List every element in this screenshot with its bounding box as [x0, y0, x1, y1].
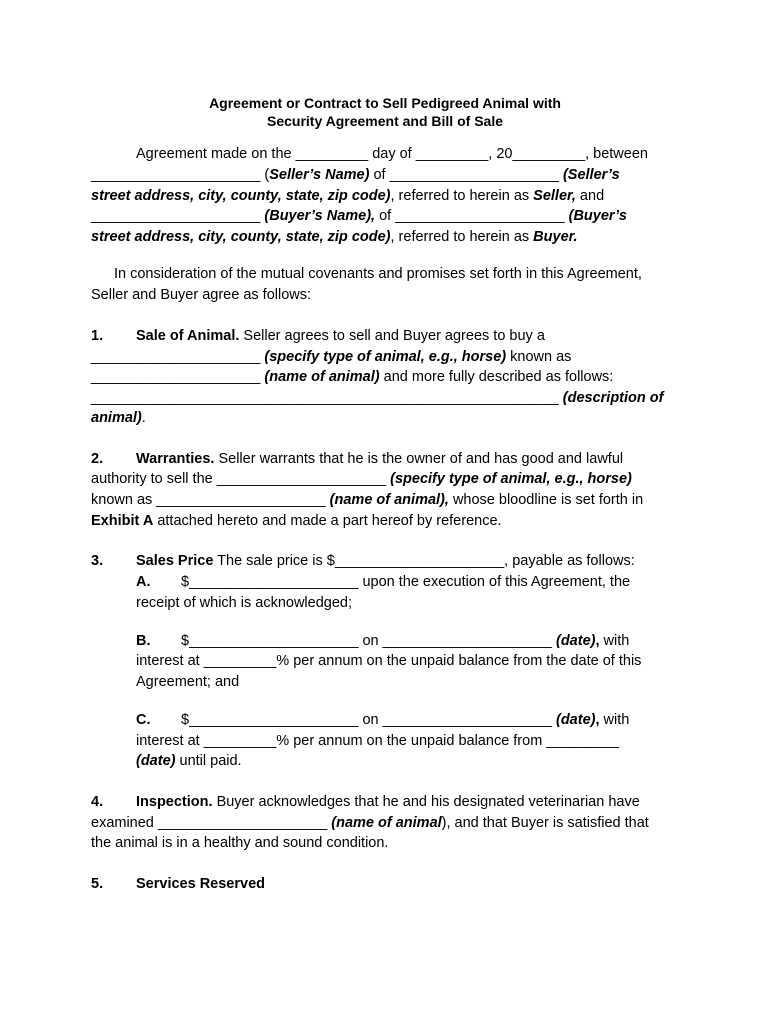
- payment-a-line-1: $_____________________ upon the execution of this Agreement, the: [181, 574, 631, 590]
- section-1-line-1: [136, 326, 545, 346]
- section-2-text: known as _____________________: [91, 492, 330, 508]
- section-2-text: Seller warrants that he is the owner of and has good and lawful: [214, 451, 624, 467]
- animal-name-label: (name of animal): [264, 369, 380, 385]
- section-4-text: Buyer acknowledges that he and his designated veterinarian have: [212, 794, 640, 810]
- buyer-name-label: (Buyer’s Name),: [264, 208, 376, 224]
- payment-b-line-3: Agreement; and: [136, 674, 240, 690]
- buyer-address-blank: of _____________________: [375, 208, 569, 224]
- buyer-name-blank: _____________________: [91, 208, 265, 224]
- section-2-line-3: [91, 490, 643, 510]
- section-4-line-2: [91, 813, 649, 833]
- intro-text: , referred to herein as: [390, 229, 534, 245]
- buyer-address-label-cont: street address, city, county, state, zip code): [91, 229, 391, 245]
- payment-c-text: $_____________________ on _____________________: [181, 712, 556, 728]
- section-2-line-1: [136, 449, 623, 469]
- section-2-line-4: [91, 511, 502, 531]
- seller-name-label: Seller’s Name): [269, 167, 370, 183]
- section-4-text: examined _____________________: [91, 815, 332, 831]
- consideration-line-2: Seller and Buyer agree as follows:: [91, 287, 312, 303]
- section-1-number: 1.: [91, 328, 104, 344]
- exhibit-a-reference: Exhibit A: [91, 513, 154, 529]
- date-label: (date): [555, 712, 596, 728]
- intro-line-4: [91, 206, 627, 226]
- section-1-text: known as: [506, 349, 572, 365]
- section-4-line-1: [136, 792, 640, 812]
- document-title-line-1: Agreement or Contract to Sell Pedigreed Animal with: [209, 95, 561, 111]
- payment-a-line-2: receipt of which is acknowledged;: [136, 595, 353, 611]
- intro-line-1: [136, 144, 648, 164]
- payment-b-text: $_____________________ on _____________________: [181, 633, 556, 649]
- section-1-line-4: [91, 388, 663, 408]
- seller-address-blank: of _____________________: [369, 167, 563, 183]
- intro-line-3: [91, 186, 604, 206]
- section-1-text: .: [141, 410, 146, 426]
- section-2-text: whose bloodline is set forth in: [448, 492, 644, 508]
- animal-description-blank: __________________________________________________________: [91, 390, 563, 406]
- section-4-number: 4.: [91, 794, 104, 810]
- intro-text: Agreement made on the _________ day of _________, 20_________, between: [136, 146, 648, 162]
- payment-b-comma: ,: [595, 633, 600, 649]
- payment-b-text: with: [599, 633, 630, 649]
- payment-c-line-3: [136, 751, 242, 771]
- animal-name-label: (name of animal),: [329, 492, 449, 508]
- section-4-text: ), and that Buyer is satisfied that: [441, 815, 649, 831]
- payment-c-text: until paid.: [175, 753, 242, 769]
- payment-c-line-1: [181, 710, 629, 730]
- section-4-heading: Inspection.: [136, 794, 213, 810]
- animal-type-label: (specify type of animal, e.g., horse): [390, 471, 632, 487]
- animal-description-label: (description of: [562, 390, 664, 406]
- payment-c-line-2: interest at _________% per annum on the unpaid balance from _________: [136, 733, 619, 749]
- section-2-line-2: [91, 469, 632, 489]
- section-5-number: 5.: [91, 876, 104, 892]
- buyer-term: Buyer.: [533, 229, 578, 245]
- payment-c-label: C.: [136, 712, 151, 728]
- buyer-address-label: (Buyer’s: [568, 208, 627, 224]
- animal-name-label: (name of animal: [331, 815, 442, 831]
- section-3-line-1: [136, 551, 635, 571]
- section-2-number: 2.: [91, 451, 104, 467]
- section-1-text: and more fully described as follows:: [379, 369, 614, 385]
- animal-type-blank: _____________________: [91, 349, 265, 365]
- document-title-line-2: Security Agreement and Bill of Sale: [267, 113, 503, 129]
- seller-term: Seller,: [533, 188, 576, 204]
- intro-line-2: [91, 165, 620, 185]
- section-3-heading: Sales Price: [136, 553, 214, 569]
- consideration-line-1: In consideration of the mutual covenants and promises set forth in this Agreement,: [114, 266, 642, 282]
- section-1-line-5: [91, 408, 146, 428]
- animal-description-label-cont: animal): [91, 410, 142, 426]
- section-2-text: attached hereto and made a part hereof by reference.: [153, 513, 502, 529]
- section-1-line-2: [91, 347, 571, 367]
- payment-b-line-1: [181, 631, 629, 651]
- date-label: (date): [136, 753, 176, 769]
- payment-c-comma: ,: [595, 712, 600, 728]
- intro-line-5: [91, 227, 578, 247]
- date-label: (date): [555, 633, 596, 649]
- payment-b-line-2: interest at _________% per annum on the unpaid balance from the date of this: [136, 653, 642, 669]
- intro-text: and: [575, 188, 605, 204]
- payment-c-text: with: [599, 712, 630, 728]
- section-2-text: authority to sell the _____________________: [91, 471, 391, 487]
- section-1-heading: Sale of Animal.: [136, 328, 240, 344]
- section-3-number: 3.: [91, 553, 104, 569]
- section-3-text: The sale price is $_____________________, payable as follows:: [213, 553, 635, 569]
- animal-name-blank: _____________________: [91, 369, 265, 385]
- section-1-line-3: [91, 367, 613, 387]
- seller-name-blank: _____________________ (: [91, 167, 270, 183]
- animal-type-label: (specify type of animal, e.g., horse): [264, 349, 507, 365]
- section-4-line-3: the animal is in a healthy and sound condition.: [91, 835, 389, 851]
- seller-address-label-cont: street address, city, county, state, zip code): [91, 188, 391, 204]
- section-2-heading: Warranties.: [136, 451, 215, 467]
- intro-text: , referred to herein as: [390, 188, 534, 204]
- payment-a-label: A.: [136, 574, 151, 590]
- section-5-heading: Services Reserved: [136, 876, 265, 892]
- payment-b-label: B.: [136, 633, 151, 649]
- seller-address-label: (Seller’s: [562, 167, 620, 183]
- section-1-text: Seller agrees to sell and Buyer agrees to buy a: [239, 328, 545, 344]
